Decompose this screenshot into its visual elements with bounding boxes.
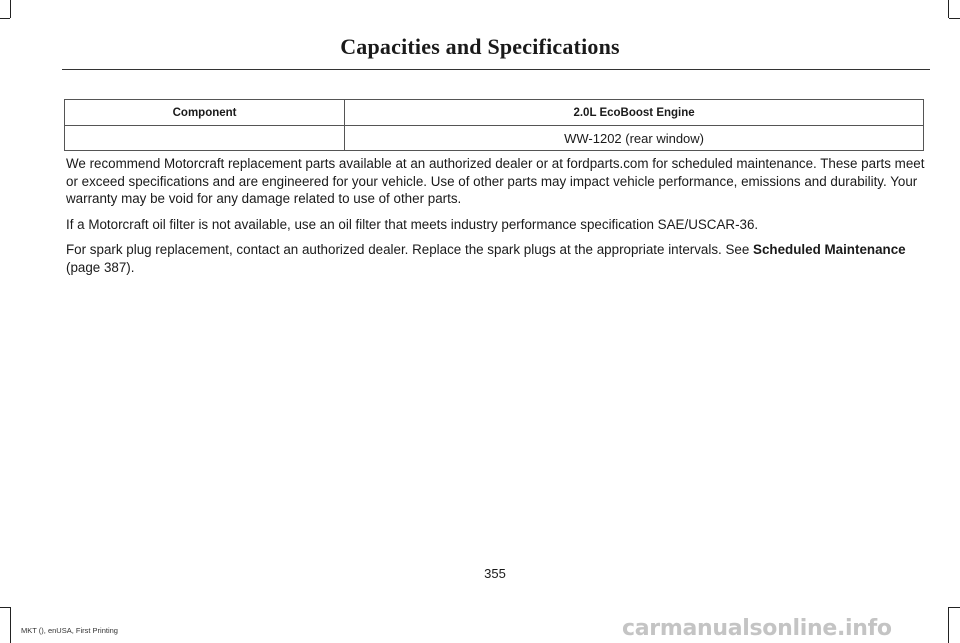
page-title: Capacities and Specifications [340, 34, 620, 59]
crop-mark-bottom-left-horizontal [0, 607, 10, 608]
body-text [66, 155, 926, 284]
table-cell-engine: WW-1202 (rear window) [345, 126, 924, 151]
watermark: carmanualsonline.info [622, 616, 892, 641]
spark-plug-text: For spark plug replacement, contact an authorized dealer. Replace the spark plugs at the appropriate intervals. See [66, 242, 754, 257]
specifications-table [64, 99, 924, 151]
page-reference: (page 387). [66, 259, 135, 275]
crop-mark-bottom-right-vertical [948, 607, 949, 643]
crop-mark-top-left-vertical [10, 0, 11, 18]
scheduled-maintenance-link[interactable]: Scheduled Maintenance [753, 242, 906, 257]
crop-mark-bottom-right-horizontal [949, 607, 960, 608]
crop-mark-top-right-horizontal [949, 18, 960, 19]
paragraph-spark-plug [66, 241, 926, 276]
crop-mark-top-right-vertical [948, 0, 949, 18]
table-row [65, 126, 924, 151]
table-cell-component [65, 126, 345, 151]
footer-imprint: MKT (), enUSA, First Printing [21, 626, 118, 635]
table-header-row [65, 100, 924, 126]
column-header-engine: 2.0L EcoBoost Engine [345, 100, 924, 126]
crop-mark-bottom-left-vertical [10, 607, 11, 643]
page-number: 355 [484, 566, 506, 581]
title-divider [62, 69, 930, 70]
crop-mark-top-left-horizontal [0, 18, 10, 19]
column-header-component: Component [65, 100, 345, 126]
paragraph-motorcraft-parts: We recommend Motorcraft replacement parts available at an authorized dealer or at fordparts.com for scheduled maintenance. These parts meet or exceed specifications and are engineered for your vehicle. Use of other parts may impact vehicle performance, emissions and durability. Your warranty may be void for any damage related to use of other parts. [66, 156, 925, 206]
paragraph-oil-filter: If a Motorcraft oil filter is not available, use an oil filter that meets industry performance specification SAE/USCAR-36. [66, 216, 759, 232]
